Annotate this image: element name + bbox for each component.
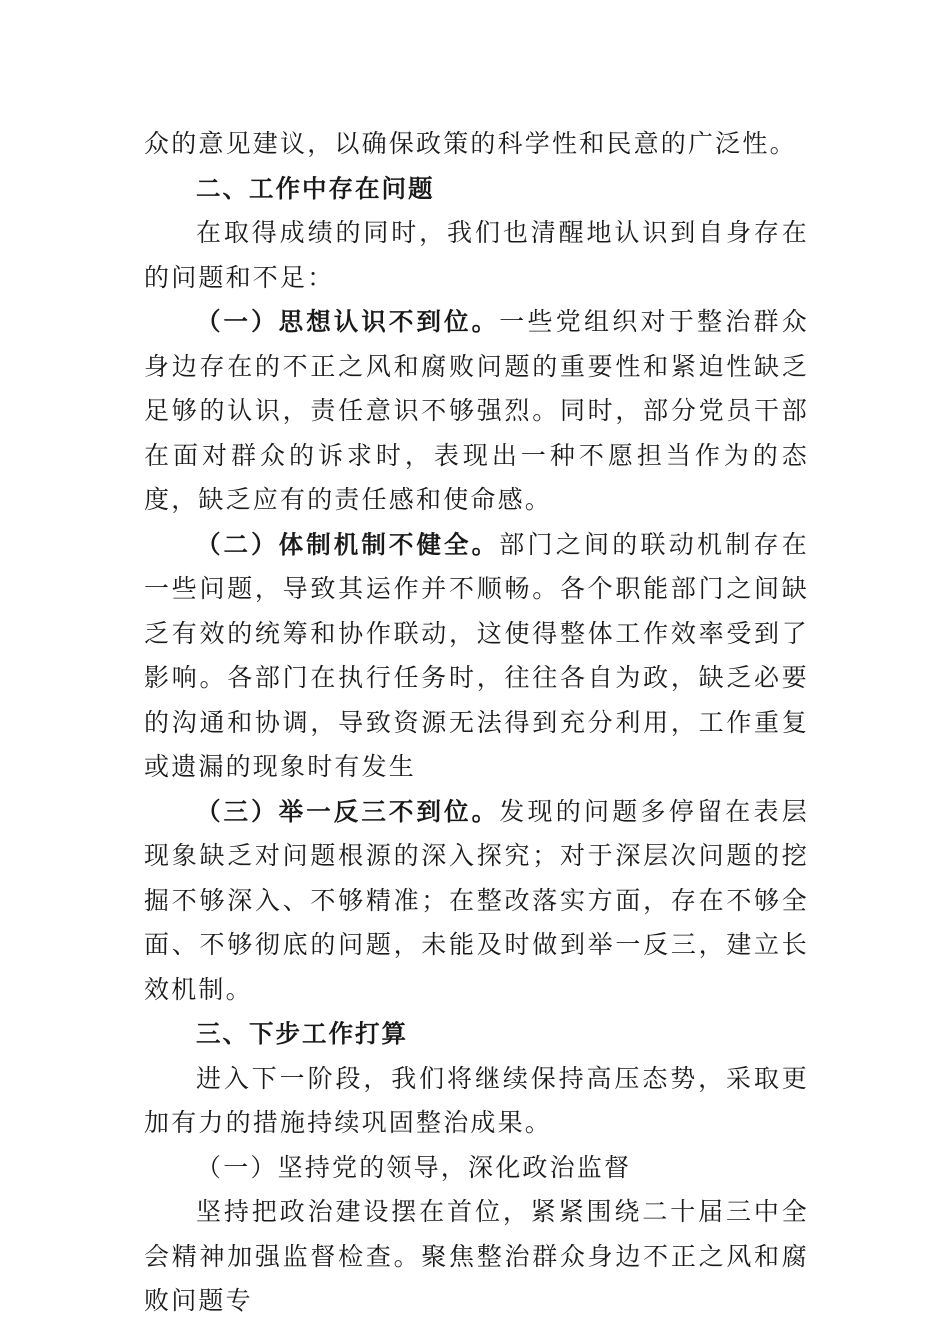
problem-3-lead: （三）举一反三不到位。 <box>196 796 500 826</box>
section-heading-next-steps: 三、下步工作打算 <box>196 1019 408 1048</box>
problem-1-lead: （一）思想认识不到位。 <box>196 307 500 336</box>
problem-2-lead: （二）体制机制不健全。 <box>196 529 500 559</box>
document-body <box>144 122 809 1324</box>
problem-2-body: 部门之间的联动机制存在一些问题，导致其运作并不顺畅。各个职能部门之间缺乏有效的统筹和协作联动，这使得整体工作效率受到了影响。各部门在执行任务时，往往各自为政，缺乏必要的沟通和协调，导致资源无法得到充分利用，工作重复或遗漏的现象时有发生 <box>144 529 810 781</box>
problem-3-body: 发现的问题多停留在表层现象缺乏对问题根源的深入探究；对于深层次问题的挖掘不够深入、不够精准；在整改落实方面，存在不够全面、不够彻底的问题，未能及时做到举一反三，建立长效机制。 <box>144 796 810 1004</box>
paragraph-problem-3 <box>144 790 809 1013</box>
paragraph-problem-1 <box>144 300 809 523</box>
subheading-party-leadership: （一）坚持党的领导，深化政治监督 <box>196 1152 632 1182</box>
paragraph-problem-2 <box>144 523 809 790</box>
section-heading-problems: 二、工作中存在问题 <box>196 173 435 203</box>
paragraph-continuation: 众的意见建议，以确保政策的科学性和民意的广泛性。 <box>144 129 797 158</box>
paragraph-political-supervision: 坚持把政治建设摆在首位，紧紧围绕二十届三中全会精神加强监督检查。聚焦整治群众身边不正之风和腐败问题专 <box>144 1197 809 1315</box>
paragraph-problems-intro: 在取得成绩的同时，我们也清醒地认识到自身存在的问题和不足： <box>144 218 809 292</box>
paragraph-next-steps-intro: 进入下一阶段，我们将继续保持高压态势，采取更加有力的措施持续巩固整治成果。 <box>144 1063 809 1137</box>
problem-1-body: 一些党组织对于整治群众身边存在的不正之风和腐败问题的重要性和紧迫性缺乏足够的认识，责任意识不够强烈。同时，部分党员干部在面对群众的诉求时，表现出一种不愿担当作为的态度，缺乏应有的责任感和使命感。 <box>144 307 810 514</box>
